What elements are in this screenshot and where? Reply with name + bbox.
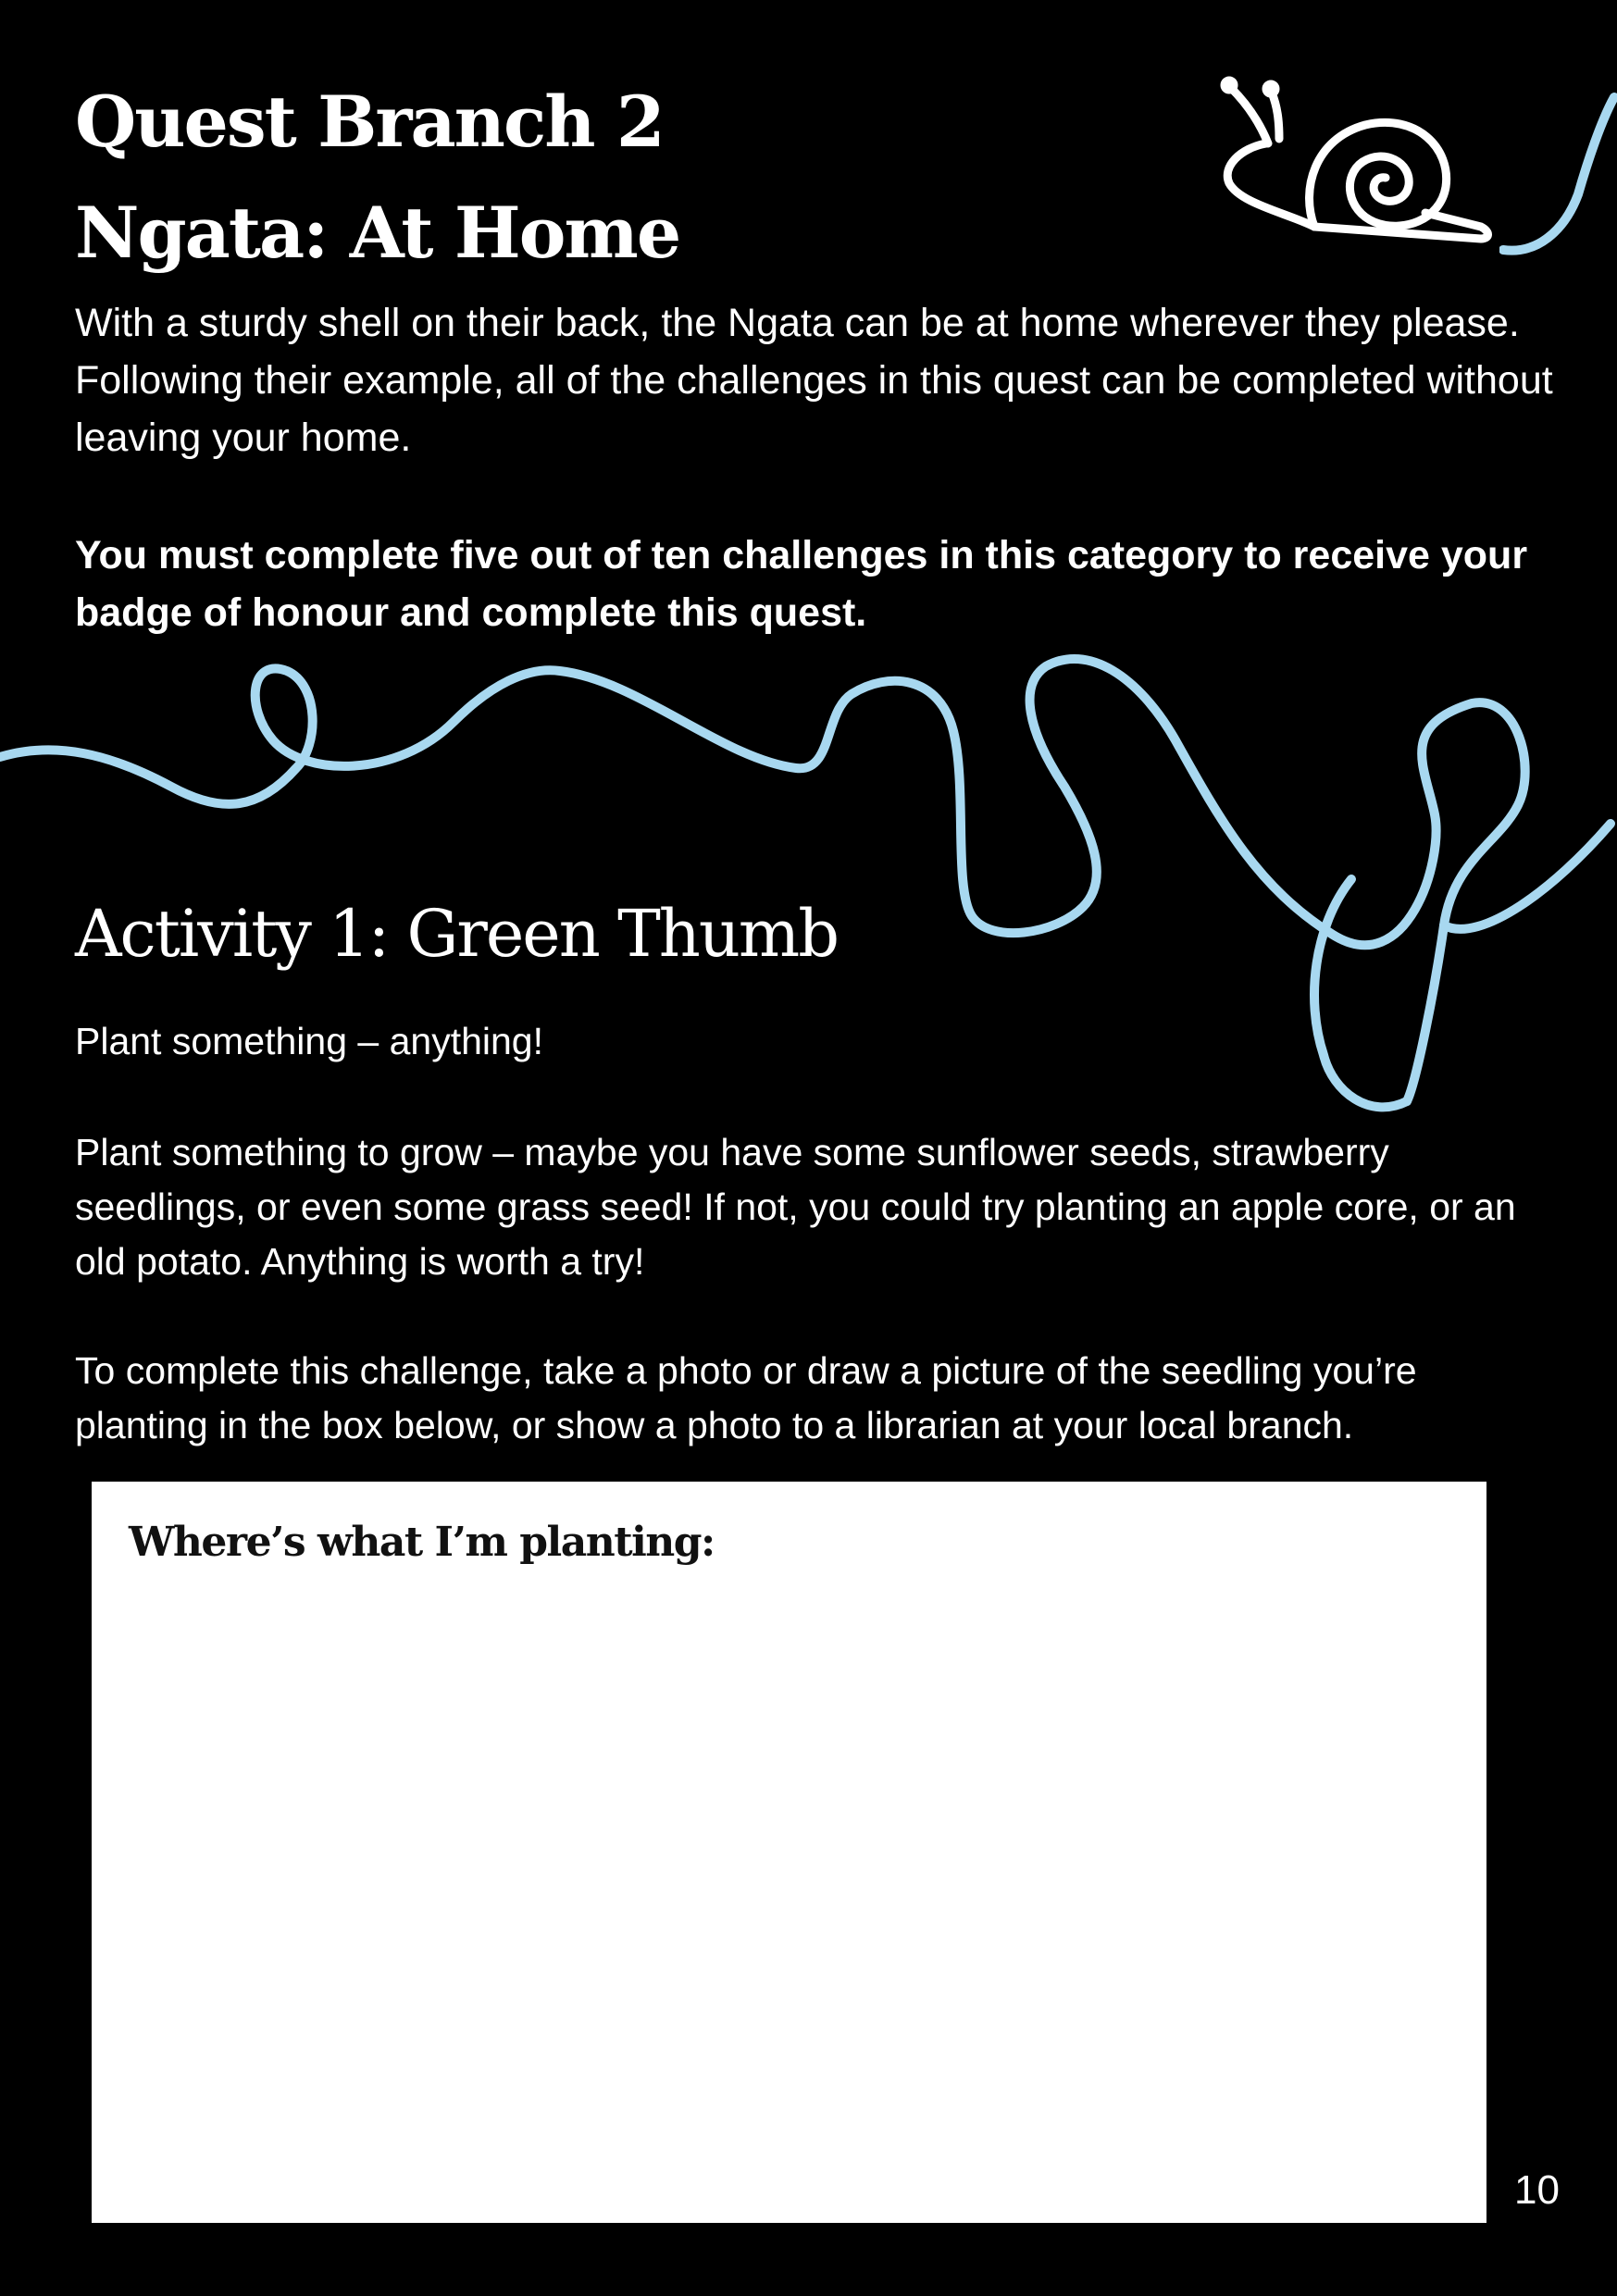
photo-drawing-box[interactable]	[92, 1482, 1486, 2223]
activity-paragraph-2: Plant something to grow – maybe you have some sunflower seeds, strawberry seedlings, or even some grass seed! If not, you could try planting an apple core, or an old potato. Anything is worth a try!	[75, 1131, 1516, 1283]
decorative-squiggle	[1499, 93, 1617, 268]
page-title-line-1: Quest Branch 2	[75, 81, 664, 163]
photo-box-label: Where’s what I’m planting:	[129, 1519, 715, 1566]
activity-paragraph-1: Plant something – anything!	[75, 1020, 543, 1062]
snail-icon	[1203, 74, 1499, 259]
activity-paragraph-3: To complete this challenge, take a photo or draw a picture of the seedling you’re planting in the box below, or show a photo to a librarian at your local branch.	[75, 1349, 1417, 1446]
page-number: 10	[1514, 2167, 1560, 2213]
intro-paragraph: With a sturdy shell on their back, the Ngata can be at home wherever they please. Following their example, all of the challenges in this quest can be completed without leaving your home.	[75, 301, 1553, 460]
activity-heading: Activity 1: Green Thumb	[75, 896, 839, 972]
page-title-line-2: Ngata: At Home	[75, 192, 680, 274]
requirement-paragraph: You must complete five out of ten challenges in this category to receive your badge of honour and complete this quest.	[75, 533, 1528, 635]
